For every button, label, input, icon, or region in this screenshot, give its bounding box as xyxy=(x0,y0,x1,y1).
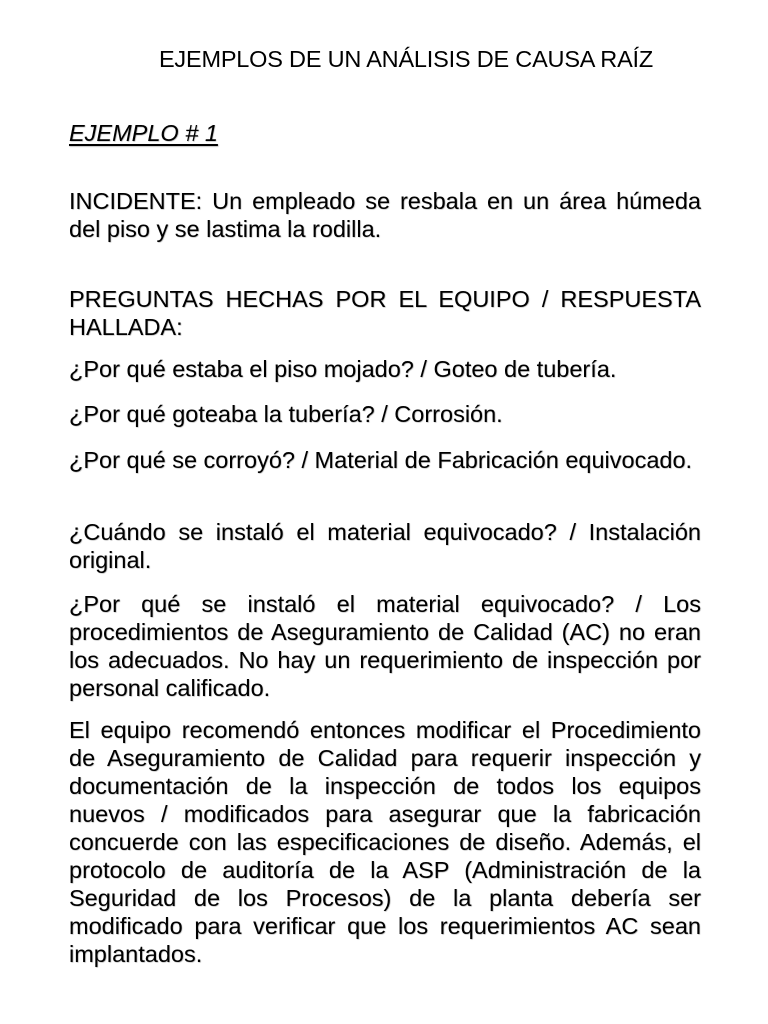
question-1: ¿Por qué estaba el piso mojado? / Goteo de tubería. xyxy=(69,356,617,382)
incident-paragraph: INCIDENTE: Un empleado se resbala en un área húmeda del piso y se lastima la rodilla. xyxy=(69,188,701,242)
example-heading: EJEMPLO # 1 xyxy=(69,120,218,146)
question-2: ¿Por qué goteaba la tubería? / Corrosión. xyxy=(69,401,503,427)
document-title: EJEMPLOS DE UN ANÁLISIS DE CAUSA RAÍZ xyxy=(158,46,654,72)
question-5: ¿Por qué se instaló el material equivocado? / Los procedimientos de Aseguramiento de Calidad (AC) no eran los adecuados. No hay un requerimiento de inspección por personal calificado. xyxy=(69,591,701,701)
question-4: ¿Cuándo se instaló el material equivocado? / Instalación original. xyxy=(69,519,701,573)
question-3: ¿Por qué se corroyó? / Material de Fabricación equivocado. xyxy=(69,447,693,473)
recommendation-paragraph: El equipo recomendó entonces modificar el Procedimiento de Aseguramiento de Calidad para requerir inspección y documentación de la inspección de todos los equipos nuevos / modificados para asegurar que la fabricación concuerde con las especificaciones de diseño. Además, el protocolo de auditoría de la ASP (Administración de la Seguridad de los Procesos) de la planta debería ser modificado para verificar que los requerimientos AC sean implantados. xyxy=(69,717,701,967)
questions-header: PREGUNTAS HECHAS POR EL EQUIPO / RESPUESTA HALLADA: xyxy=(69,286,701,340)
